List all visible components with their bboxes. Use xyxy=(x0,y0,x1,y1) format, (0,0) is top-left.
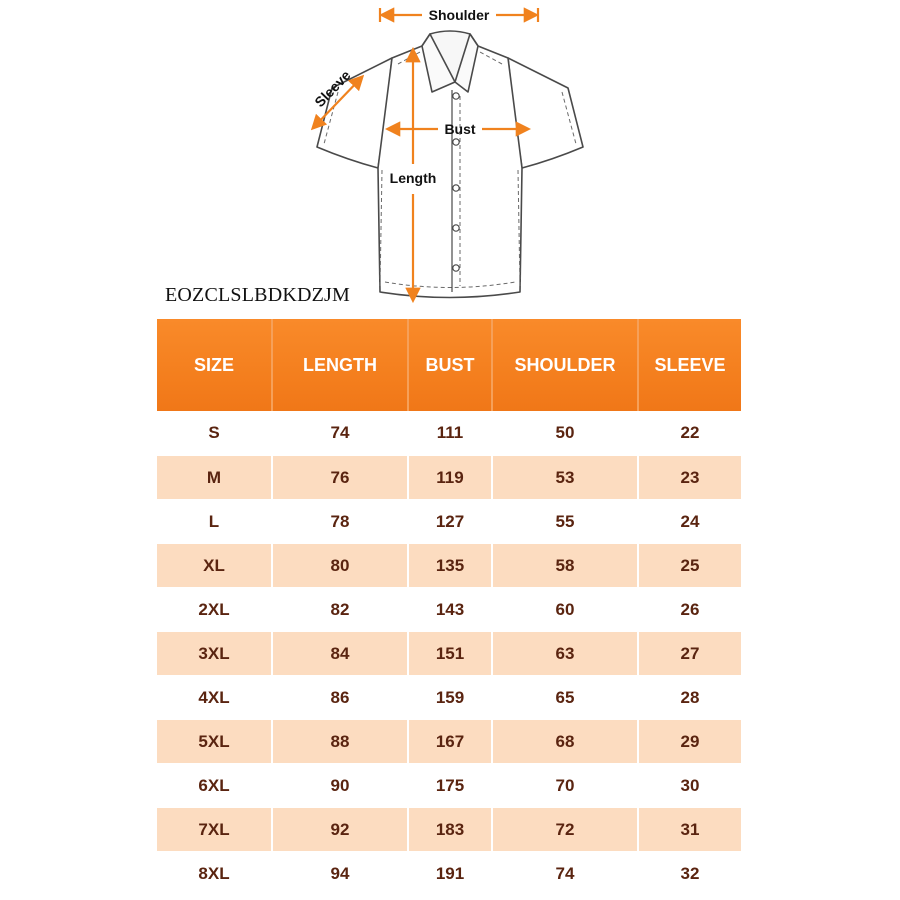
size-cell: 4XL xyxy=(157,675,271,719)
column-header-bust: BUST xyxy=(407,319,491,411)
column-header-size: SIZE xyxy=(157,319,271,411)
sleeve-label: Sleeve xyxy=(311,67,354,111)
table-row xyxy=(157,543,741,587)
shoulder-cell: 53 xyxy=(491,455,637,499)
length-cell: 94 xyxy=(271,851,407,895)
length-cell: 80 xyxy=(271,543,407,587)
table-row xyxy=(157,587,741,631)
bust-cell: 143 xyxy=(407,587,491,631)
sleeve-cell: 23 xyxy=(637,455,741,499)
sleeve-cell: 32 xyxy=(637,851,741,895)
size-cell: 8XL xyxy=(157,851,271,895)
length-cell: 82 xyxy=(271,587,407,631)
bust-cell: 119 xyxy=(407,455,491,499)
sleeve-cell: 25 xyxy=(637,543,741,587)
column-header-shoulder: SHOULDER xyxy=(491,319,637,411)
length-cell: 88 xyxy=(271,719,407,763)
table-row xyxy=(157,631,741,675)
sleeve-cell: 27 xyxy=(637,631,741,675)
shoulder-cell: 70 xyxy=(491,763,637,807)
length-cell: 90 xyxy=(271,763,407,807)
bust-cell: 111 xyxy=(407,411,491,455)
shoulder-cell: 50 xyxy=(491,411,637,455)
shoulder-cell: 63 xyxy=(491,631,637,675)
brand-name: EOZCLSLBDKDZJM xyxy=(165,284,351,306)
length-cell: 86 xyxy=(271,675,407,719)
length-label: Length xyxy=(389,170,437,186)
length-cell: 78 xyxy=(271,499,407,543)
bust-cell: 151 xyxy=(407,631,491,675)
size-cell: 5XL xyxy=(157,719,271,763)
length-cell: 76 xyxy=(271,455,407,499)
shoulder-cell: 58 xyxy=(491,543,637,587)
shoulder-cell: 68 xyxy=(491,719,637,763)
bust-cell: 135 xyxy=(407,543,491,587)
size-cell: S xyxy=(157,411,271,455)
shoulder-cell: 72 xyxy=(491,807,637,851)
shoulder-cell: 65 xyxy=(491,675,637,719)
table-row xyxy=(157,851,741,895)
bust-cell: 127 xyxy=(407,499,491,543)
size-cell: M xyxy=(157,455,271,499)
size-chart-table xyxy=(157,319,741,895)
bust-cell: 159 xyxy=(407,675,491,719)
bust-cell: 167 xyxy=(407,719,491,763)
size-cell: 7XL xyxy=(157,807,271,851)
size-cell: 6XL xyxy=(157,763,271,807)
table-row xyxy=(157,763,741,807)
sleeve-cell: 30 xyxy=(637,763,741,807)
shirt-outline xyxy=(317,31,583,298)
shirt-measurement-diagram xyxy=(0,0,900,310)
bust-label: Bust xyxy=(444,121,476,137)
size-cell: XL xyxy=(157,543,271,587)
shoulder-cell: 60 xyxy=(491,587,637,631)
sleeve-cell: 26 xyxy=(637,587,741,631)
length-cell: 84 xyxy=(271,631,407,675)
length-cell: 92 xyxy=(271,807,407,851)
table-row xyxy=(157,499,741,543)
shoulder-label: Shoulder xyxy=(428,7,490,23)
column-header-length: LENGTH xyxy=(271,319,407,411)
table-row xyxy=(157,411,741,455)
shoulder-cell: 55 xyxy=(491,499,637,543)
size-cell: 3XL xyxy=(157,631,271,675)
size-cell: L xyxy=(157,499,271,543)
sleeve-cell: 24 xyxy=(637,499,741,543)
table-row xyxy=(157,455,741,499)
shoulder-cell: 74 xyxy=(491,851,637,895)
table-row xyxy=(157,719,741,763)
bust-cell: 175 xyxy=(407,763,491,807)
sleeve-cell: 29 xyxy=(637,719,741,763)
bust-cell: 191 xyxy=(407,851,491,895)
table-row xyxy=(157,675,741,719)
table-header-row xyxy=(157,319,741,411)
size-cell: 2XL xyxy=(157,587,271,631)
sleeve-cell: 31 xyxy=(637,807,741,851)
length-cell: 74 xyxy=(271,411,407,455)
table-row xyxy=(157,807,741,851)
sleeve-cell: 22 xyxy=(637,411,741,455)
column-header-sleeve: SLEEVE xyxy=(637,319,741,411)
bust-cell: 183 xyxy=(407,807,491,851)
sleeve-cell: 28 xyxy=(637,675,741,719)
